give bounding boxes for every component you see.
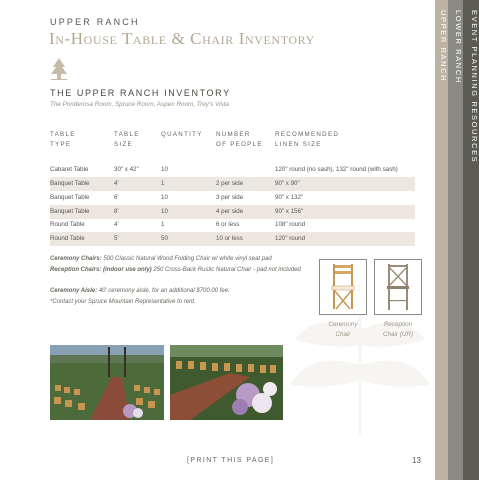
header-table-type: TABLE TYPE: [50, 131, 76, 148]
page-title: In-House Table & Chair Inventory: [49, 29, 315, 48]
table-row: [50, 218, 415, 232]
cell-linen: 90" x 90": [275, 180, 300, 187]
reception-chair-caption: Reception Chair (UR): [382, 321, 414, 338]
cell-type: Banquet Table: [50, 208, 90, 215]
chair-notes: [50, 254, 310, 308]
cell-size: 5': [114, 235, 119, 242]
ceremony-aisle-note: Ceremony Aisle: 40' ceremony aisle, for an additional $700.00 fee.: [50, 288, 230, 294]
table-row: [50, 232, 415, 246]
tab-upper-ranch[interactable]: UPPER RANCH: [435, 0, 448, 480]
cell-quantity: 10: [161, 166, 168, 173]
tab-lower-ranch[interactable]: LOWER RANCH: [448, 0, 463, 480]
cell-quantity: 1: [161, 180, 165, 187]
print-page-link[interactable]: [PRINT THIS PAGE]: [187, 457, 275, 464]
cell-size: 6': [114, 194, 119, 201]
table-row: [50, 177, 415, 191]
cell-type: Cabaret Table: [50, 166, 89, 173]
cell-linen: 120" round: [275, 235, 306, 242]
page-number: 13: [412, 456, 421, 465]
contact-note: *Contact your Spruce Mountain Representative to rent.: [50, 299, 196, 305]
ceremony-chair-caption: Ceremony Chair: [328, 321, 358, 338]
cell-size: 4': [114, 180, 119, 187]
header-quantity: QUANTITY: [161, 131, 203, 138]
inventory-venues: The Ponderosa Room, Spruce Room, Aspen Room, Trey's Vista: [50, 101, 229, 108]
cell-linen: 108" round: [275, 221, 306, 228]
table-row: [50, 205, 415, 219]
pine-tree-logo-icon: [50, 57, 68, 81]
cell-size: 30" x 42": [114, 166, 139, 173]
cell-size: 8': [114, 208, 119, 215]
header-number-of-people: NUMBER OF PEOPLE: [216, 131, 263, 148]
cell-type: Round Table: [50, 221, 85, 228]
reception-chair-image: [374, 259, 422, 315]
cell-quantity: 1: [161, 221, 165, 228]
cell-type: Banquet Table: [50, 194, 90, 201]
inventory-heading: THE UPPER RANCH INVENTORY: [50, 88, 231, 98]
cell-quantity: 10: [161, 208, 168, 215]
reception-chairs-note: Reception Chairs: (indoor use only) 250 Cross-Back Rustic Natural Chair - pad not included: [50, 267, 301, 273]
header-table-size: TABLE SIZE: [114, 131, 140, 148]
cell-people: 2 per side: [216, 180, 244, 187]
section-eyebrow: UPPER RANCH: [50, 17, 140, 27]
header-recommended-linen: RECOMMENDED LINEN SIZE: [275, 131, 340, 148]
cell-people: 6 or less: [216, 221, 240, 228]
cell-size: 4': [114, 221, 119, 228]
ceremony-aisle-photo: [50, 345, 164, 420]
cell-quantity: 50: [161, 235, 168, 242]
cell-people: 3 per side: [216, 194, 244, 201]
cell-quantity: 10: [161, 194, 168, 201]
cell-linen: 120" round (no sash), 132" round (with sash): [275, 166, 398, 173]
cell-people: 4 per side: [216, 208, 244, 215]
cell-type: Round Table: [50, 235, 85, 242]
ceremony-chair-image: [319, 259, 367, 315]
ceremony-chairs-note: Ceremony Chairs: 500 Classic Natural Wood Folding Chair w/ white vinyl seat pad: [50, 256, 272, 262]
aisle-flowers-photo: [170, 345, 283, 420]
cell-type: Banquet Table: [50, 180, 90, 187]
table-row: [50, 163, 415, 177]
cell-linen: 90" x 156": [275, 208, 304, 215]
cell-linen: 90" x 132": [275, 194, 304, 201]
cell-people: 10 or less: [216, 235, 243, 242]
tab-event-planning[interactable]: EVENT PLANNING RESOURCES: [463, 0, 479, 480]
table-row: [50, 191, 415, 205]
